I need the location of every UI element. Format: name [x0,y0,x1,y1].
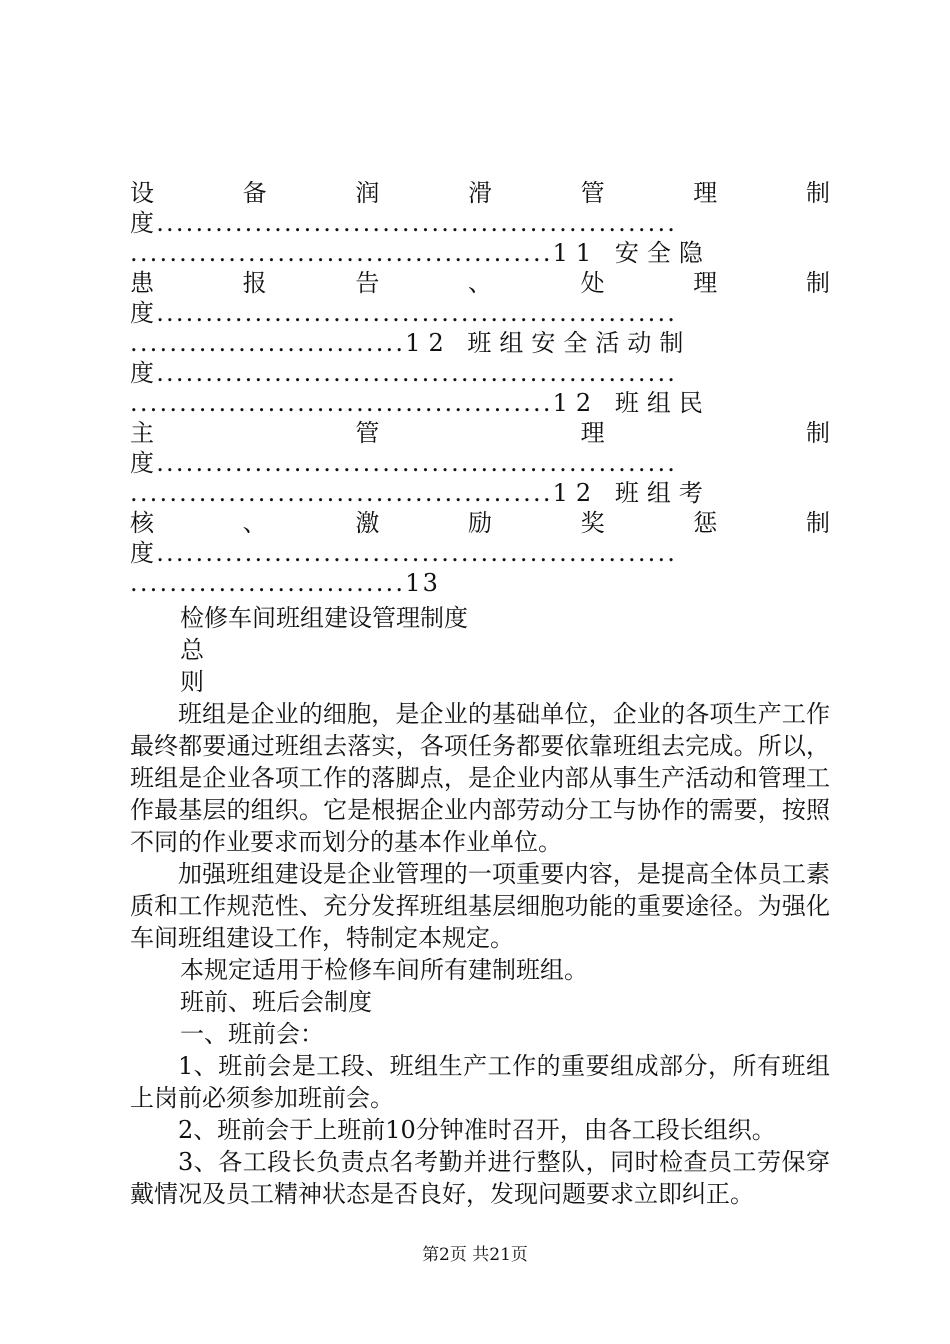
toc-char: 、 [467,269,492,297]
toc-line-11 [130,478,830,508]
toc-leader: ............................ [130,329,406,357]
paragraph-3: 本规定适用于检修车间所有建制班组。 [180,956,588,984]
toc-char: 理 [580,419,605,447]
toc-entry: 12 班组民 [552,389,711,417]
toc-char: 处 [580,269,605,297]
toc-char: 、 [242,509,267,537]
toc-char: 制 [805,509,830,537]
list-item-2: 2、班前会于上班前10分钟准时召开，由各工段长组织。 [178,1116,776,1144]
toc-char: 制 [805,179,830,207]
list-item-1: 1、班前会是工段、班组生产工作的重要组成部分，所有班组上岗前必须参加班前会。 [130,1052,830,1112]
toc-line-2: 度..................................................... [130,209,678,237]
toc-line-13: 度..................................................... [130,539,678,567]
toc-char: 管 [355,419,380,447]
toc-leader: ........................................... [130,239,553,267]
toc-char: 奖 [580,509,605,537]
toc-char: 滑 [467,179,492,207]
toc-char: 管 [580,179,605,207]
toc-char: 制 [805,269,830,297]
document-title: 检修车间班组建设管理制度 [180,604,468,632]
toc-char: 患 [130,269,154,297]
section-heading-general-2: 则 [180,668,204,696]
toc-char: 润 [355,179,380,207]
toc-leader: ........................................... [130,389,553,417]
toc-char: 告 [355,269,380,297]
page-footer: 第2页 共21页 [422,1245,528,1265]
toc-entry: 12 班组考 [552,479,711,507]
toc-line-8 [130,388,830,418]
toc-line-1 [130,178,830,208]
toc-entry: 12 班组安全活动制 [405,329,692,357]
paragraph-2: 加强班组建设是企业管理的一项重要内容，是提高全体员工素质和工作规范性、充分发挥班组基层细胞功能的重要途径。为强化车间班组建设工作，特制定本规定。 [130,860,830,952]
list-item-3: 3、各工段长负责点名考勤并进行整队，同时检查员工劳保穿戴情况及员工精神状态是否良好，发现问题要求立即纠正。 [130,1148,830,1208]
toc-line-3 [130,238,830,268]
section-heading-general-1: 总 [180,636,204,664]
toc-leader: ........................................... [130,479,553,507]
toc-char: 报 [242,269,267,297]
toc-char: 设 [130,179,154,207]
toc-line-4 [130,268,830,298]
toc-char: 激 [355,509,380,537]
toc-char: 主 [130,419,154,447]
toc-line-14: ............................13 [130,569,441,597]
toc-line-7: 度..................................................... [130,359,678,387]
toc-char: 备 [242,179,267,207]
paragraph-1: 班组是企业的细胞，是企业的基础单位，企业的各项生产工作最终都要通过班组去落实，各项任务都要依靠班组去完成。所以，班组是企业各项工作的落脚点，是企业内部从事生产活动和管理工作最基层的组织。它是根据企业内部劳动分工与协作的需要，按照不同的作业要求而划分的基本作业单位。 [130,700,830,856]
toc-char: 核 [130,509,154,537]
toc-line-10: 度..................................................... [130,449,678,477]
toc-line-12 [130,508,830,538]
toc-char: 励 [467,509,492,537]
toc-char: 理 [693,269,718,297]
section-title: 班前、班后会制度 [180,988,372,1016]
toc-line-9 [130,418,830,448]
subsection-title: 一、班前会： [180,1020,324,1048]
toc-char: 惩 [693,509,718,537]
toc-entry: 11 安全隐 [552,239,711,267]
toc-char: 理 [693,179,718,207]
toc-char: 制 [805,419,830,447]
toc-line-6 [130,328,830,358]
toc-line-5: 度..................................................... [130,299,678,327]
